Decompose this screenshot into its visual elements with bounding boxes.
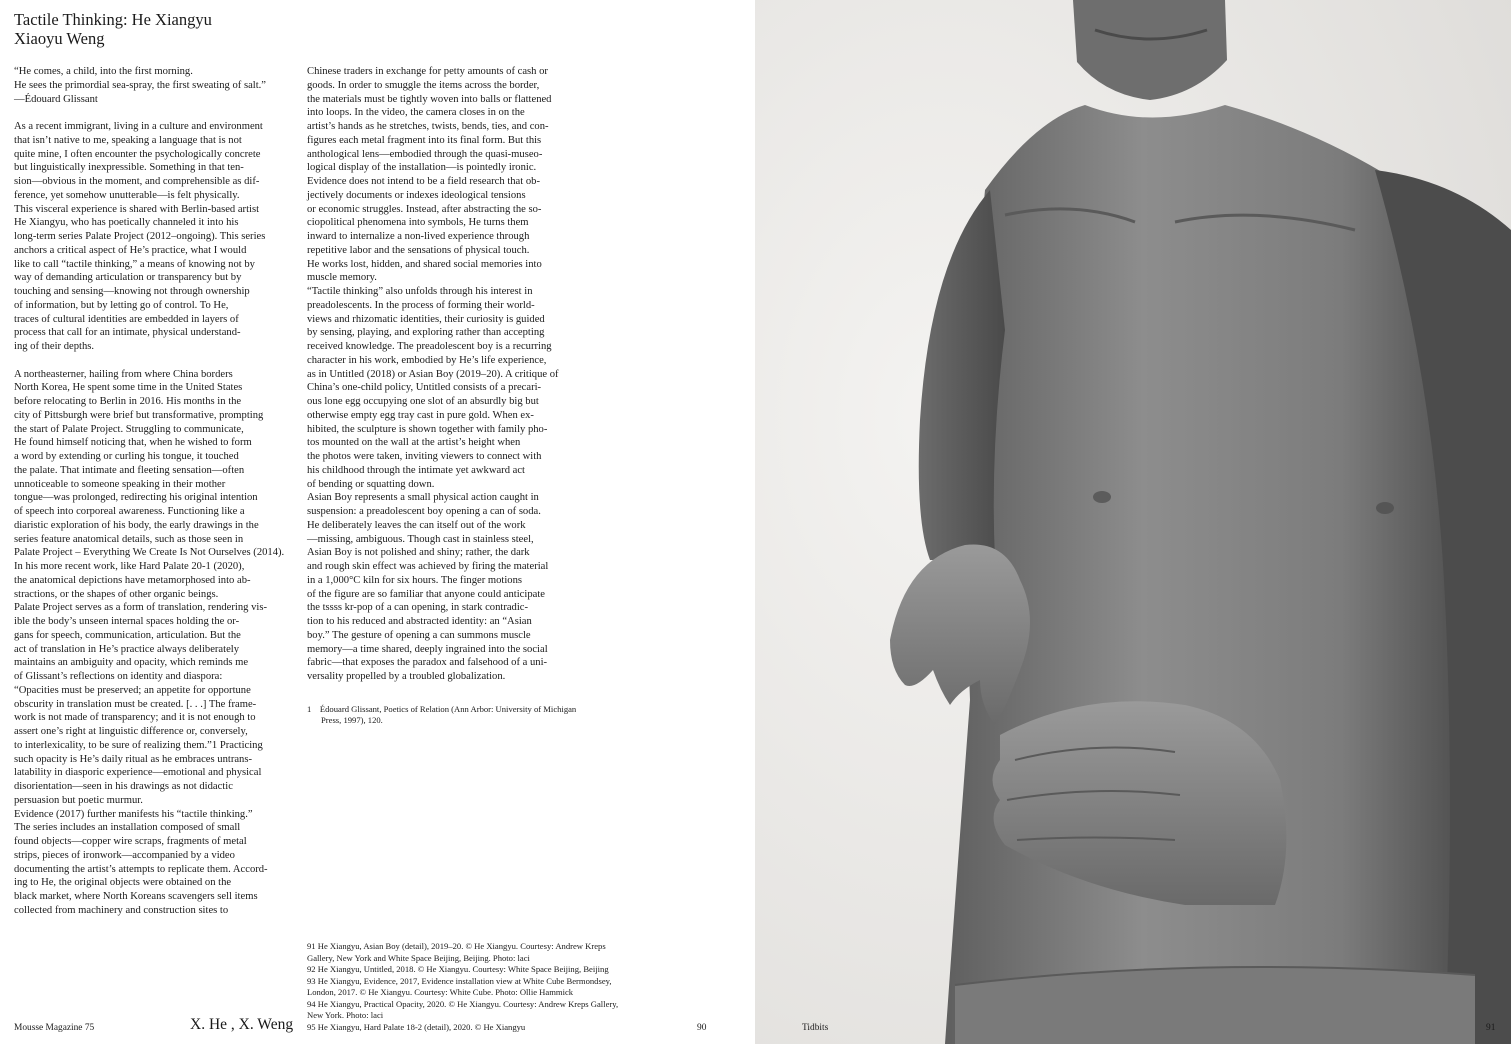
paragraph: Chinese traders in exchange for petty amounts of cash or goods. In order to smuggle the items across the border, the materials must be tightly woven into balls or flattened into loops. In the video, the camera closes in on the artist’s hands as he stretches, twists, bends, ties, and con- figures each metal fragment into its final form. But this anthological lens—embodied through the quasi-museo- logical display of the installation—is pointedly ironic. Evidence does not intend to be a field research that ob- jectively documents or indexes ideological tensions or economic struggles. Instead, after abstracting the so- ciopolitical phenomena into symbols, He turns them inward to internalize a non-lived experience through repetitive labor and the sensations of physical touch. He works lost, hidden, and shared social memories into muscle memory. bbox=[307, 66, 552, 284]
paragraph: A northeasterner, hailing from where China borders North Korea, He spent some time in the United States before relocating to Berlin in 2016. His months in the city of Pittsburgh were brief but transformative, prompting the start of Palate Project. Struggling to communicate, He found himself noticing that, when he wished to form a word by extending or curling his tongue, it touched the palate. That intimate and fleeting sensation—often unnoticeable to someone speaking in their mother tongue—was prolonged, redirecting his original intention of speech into corporeal awareness. Functioning like a diaristic exploration of his body, the early drawings in the series feature anatomical details, such as those seen in Palate Project – Everything We Create Is Not Ourselves (2014). In his more recent work, like Hard Palate 20-1 (2020), the anatomical depictions have metamorphosed into ab- stractions, or the shapes of other organic beings. bbox=[14, 368, 285, 600]
footer-magazine: Mousse Magazine 75 bbox=[14, 1023, 95, 1033]
page-number-left: 90 bbox=[697, 1023, 707, 1033]
article-title: Tactile Thinking: He Xiangyu bbox=[14, 10, 212, 29]
text-column-2 bbox=[307, 65, 597, 726]
left-page bbox=[0, 0, 755, 1044]
footnote: 1 Édouard Glissant, Poetics of Relation (Ann Arbor: University of Michigan Press, 1997), 120. bbox=[307, 703, 577, 725]
page-number-right: 91 bbox=[1486, 1023, 1496, 1033]
article-heading bbox=[14, 10, 212, 48]
sculpture-photo bbox=[755, 0, 1511, 1044]
paragraph: Palate Project serves as a form of translation, rendering vis- ible the body’s unseen internal spaces holding the or- gans for speech, communication, articulation. But the act of translation in He’s practice always deliberately maintains an ambiguity and opacity, which reminds me of Glissant’s reflections on identity and diaspora: “Opacities must be preserved; an appetite for opportune obscurity in translation must be created. [. . .] The frame- work is not made of transparency; and it is not enough to assert one’s right at linguistic difference or, conversely, to interlexicality, to be sure of realizing them.”1 Practicing such opacity is He’s daily ritual as he embraces untrans- latability in diasporic experience—emotional and physical disorientation—seen in his drawings as not didactic persuasion but poetic murmur. bbox=[14, 602, 267, 806]
right-page-photo bbox=[755, 0, 1511, 1044]
image-captions bbox=[307, 941, 652, 1033]
caption: 92 He Xiangyu, Untitled, 2018. © He Xiangyu. Courtesy: White Space Beijing, Beijing bbox=[307, 964, 609, 974]
paragraph: Asian Boy represents a small physical action caught in suspension: a preadolescent boy opening a can of soda. He deliberately leaves the can itself out of the work —missing, ambiguous. Though cast in stainless steel, Asian Boy is not polished and shiny; rather, the dark and rough skin effect was achieved by firing the material in a 1,000°C kiln for six hours. The finger motions of the figure are so familiar that anyone could anticipate the tssss kr-pop of a can opening, in stark contradic- tion to his reduced and abstracted identity: an “Asian boy.” The gesture of opening a can summons muscle memory—a time shared, deeply ingrained into the social fabric—that exposes the paradox and falsehood of a uni- versality propelled by a troubled globalization. bbox=[307, 492, 549, 682]
caption: 93 He Xiangyu, Evidence, 2017, Evidence installation view at White Cube Bermondsey, London, 2017. © He Xiangyu. Courtesy: White Cube. Photo: Ollie Hammick bbox=[307, 975, 612, 997]
caption: 91 He Xiangyu, Asian Boy (detail), 2019–20. © He Xiangyu. Courtesy: Andrew Kreps Gallery, New York and White Space Beijing, Beijing. Photo: laci bbox=[307, 941, 606, 963]
article-author: Xiaoyu Weng bbox=[14, 29, 105, 48]
paragraph: “Tactile thinking” also unfolds through his interest in preadolescents. In the process of forming their world- views and rhizomatic identities, their curiosity is guided by sensing, playing, and exploring rather than accepting received knowledge. The preadolescent boy is a recurring character in his work, embodied by He’s life experience, as in Untitled (2018) or Asian Boy (2019–20). A critique of China’s one-child policy, Untitled consists of a precari- ous lone egg occupying one slot of an absurdly big but otherwise empty egg tray cast in pure gold. When ex- hibited, the sculpture is shown together with family pho- tos mounted on the wall at the artist’s height when the photos were taken, inviting viewers to connect with his childhood through the intimate yet awkward act of bending or squatting down. bbox=[307, 286, 559, 490]
footer-authors: X. He , X. Weng bbox=[190, 1016, 294, 1033]
caption: 94 He Xiangyu, Practical Opacity, 2020. © He Xiangyu. Courtesy: Andrew Kreps Gallery, New York. Photo: laci bbox=[307, 998, 619, 1020]
text-column-1 bbox=[14, 65, 304, 918]
epigraph: “He comes, a child, into the first morning. He sees the primordial sea-spray, the first sweating of salt.” —Édouard Glissant bbox=[14, 66, 267, 105]
caption: 95 He Xiangyu, Hard Palate 18-2 (detail), 2020. © He Xiangyu bbox=[307, 1021, 526, 1032]
paragraph: As a recent immigrant, living in a culture and environment that isn’t native to me, speaking a language that is not quite mine, I often encounter the psychologically concrete but linguistically inexpressible. Something in that ten- sion—obvious in the moment, and comprehensible as dif- ference, yet somehow unutterable—is felt physically. This visceral experience is shared with Berlin-based artist He Xiangyu, who has poetically channeled it into his long-term series Palate Project (2012–ongoing). This series anchors a critical aspect of He’s practice, what I would like to call “tactile thinking,” a means of knowing not by way of demanding articulation or transparency but by touching and sensing—knowing not through ownership of information, but by letting go of control. To He, traces of cultural identities are embedded in layers of process that call for an intimate, physical understand- ing of their depths. bbox=[14, 121, 266, 352]
footer-section: Tidbits bbox=[802, 1023, 829, 1033]
paragraph: Evidence (2017) further manifests his “tactile thinking.” The series includes an installation composed of small found objects—copper wire scraps, fragments of metal strips, pieces of ironwork—accompanied by a video documenting the artist’s attempts to replicate them. Accord- ing to He, the original objects were obtained on the black market, where North Koreans scavengers sell items collected from machinery and construction sites to bbox=[14, 808, 268, 916]
